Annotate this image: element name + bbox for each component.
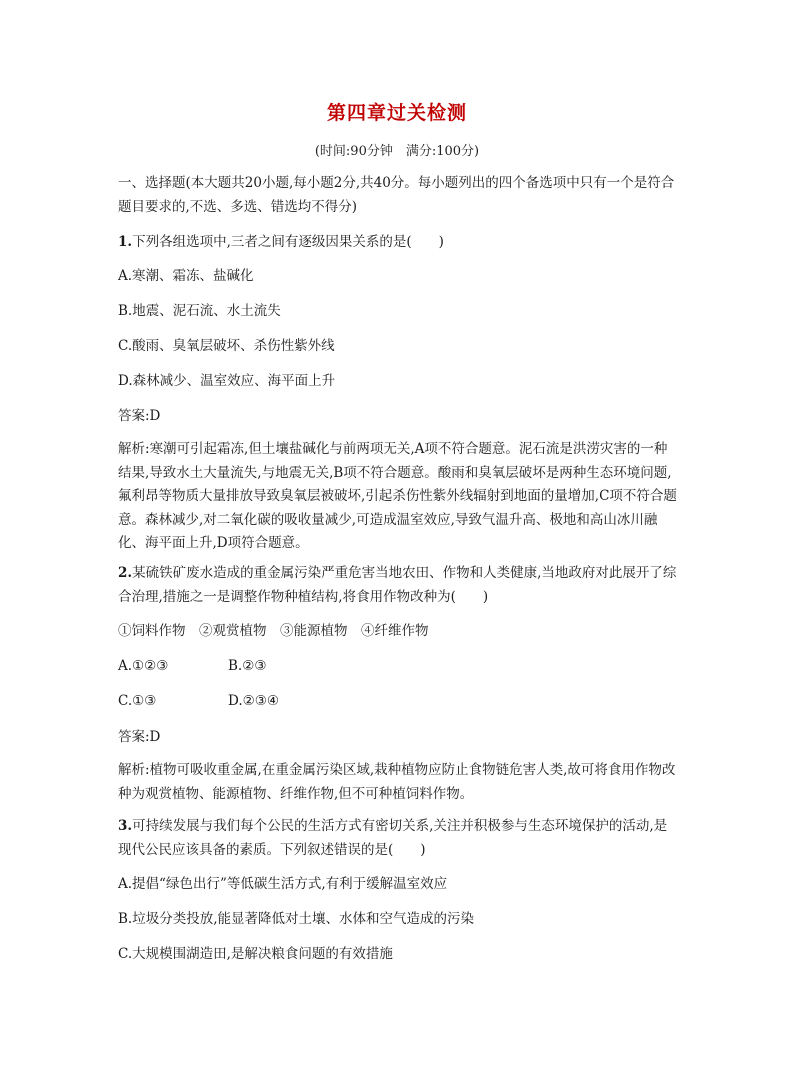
- q1-analysis: [118, 438, 678, 556]
- q1-option-d: D.森林减少、温室效应、海平面上升: [118, 373, 336, 389]
- question-1: [118, 232, 444, 252]
- q1-option-c: C.酸雨、臭氧层破坏、杀伤性紫外线: [118, 338, 335, 354]
- q2-option-a: A.①②③: [118, 658, 169, 674]
- question-stem: 下列各组选项中,三者之间有逐级因果关系的是( ): [132, 234, 444, 250]
- q2-items: ①饲料作物 ②观赏植物 ③能源植物 ④纤维作物: [118, 623, 429, 639]
- q3-option-c: C.大规模围湖造田,是解决粮食问题的有效措施: [118, 946, 393, 962]
- question-2: [118, 562, 678, 609]
- question-number: 1.: [118, 234, 133, 250]
- q2-option-c: C.①③: [118, 693, 157, 709]
- q1-option-a: A.寒潮、霜冻、盐碱化: [118, 268, 254, 284]
- page-title: 第四章过关检测: [326, 102, 467, 124]
- analysis-text: 寒潮可引起霜冻,但土壤盐碱化与前两项无关,A项不符合题意。泥石流是洪涝灾害的一种结果,导致水土大量流失,与地震无关,B项不符合题意。酸雨和臭氧层破坏是两种生态环境问题,氟利昂等物质大量排放导致臭氧层被破坏,引起杀伤性紫外线辐射到地面的量增加,C项不符合题意。森林减少,对二氧化碳的吸收量减少,可造成温室效应,导致气温升高、极地和高山冰川融化、海平面上升,D项符合题意。: [118, 441, 677, 551]
- q2-option-b: B.②③: [228, 658, 267, 674]
- q2-answer: 答案:D: [118, 729, 161, 745]
- q2-option-d: D.②③④: [228, 693, 279, 709]
- q3-option-a: A.提倡“绿色出行”等低碳生活方式,有利于缓解温室效应: [118, 876, 448, 892]
- analysis-text: 植物可吸收重金属,在重金属污染区域,栽种植物应防止食物链危害人类,故可将食用作物改种为观赏植物、能源植物、纤维作物,但不可种植饲料作物。: [118, 762, 676, 802]
- section-header: 一、选择题(本大题共20小题,每小题2分,共40分。每小题列出的四个备选项中只有一个是符合题目要求的,不选、多选、错选均不得分): [118, 175, 675, 215]
- question-3: [118, 815, 678, 862]
- question-stem: 某硫铁矿废水造成的重金属污染严重危害当地农田、作物和人类健康,当地政府对此展开了综合治理,措施之一是调整作物种植结构,将食用作物改种为( ): [118, 565, 677, 605]
- analysis-label: 解析:: [118, 762, 150, 778]
- q3-option-b: B.垃圾分类投放,能显著降低对土壤、水体和空气造成的污染: [118, 911, 475, 927]
- analysis-label: 解析:: [118, 441, 150, 457]
- exam-time-info: (时间:90分钟 满分:100分): [314, 144, 480, 159]
- question-number: 3.: [118, 818, 133, 834]
- q1-option-b: B.地震、泥石流、水土流失: [118, 303, 281, 319]
- q1-answer: 答案:D: [118, 408, 161, 424]
- q2-analysis: [118, 759, 678, 806]
- question-number: 2.: [118, 565, 133, 581]
- question-stem: 可持续发展与我们每个公民的生活方式有密切关系,关注并积极参与生态环境保护的活动,是现代公民应该具备的素质。下列叙述错误的是( ): [118, 818, 668, 858]
